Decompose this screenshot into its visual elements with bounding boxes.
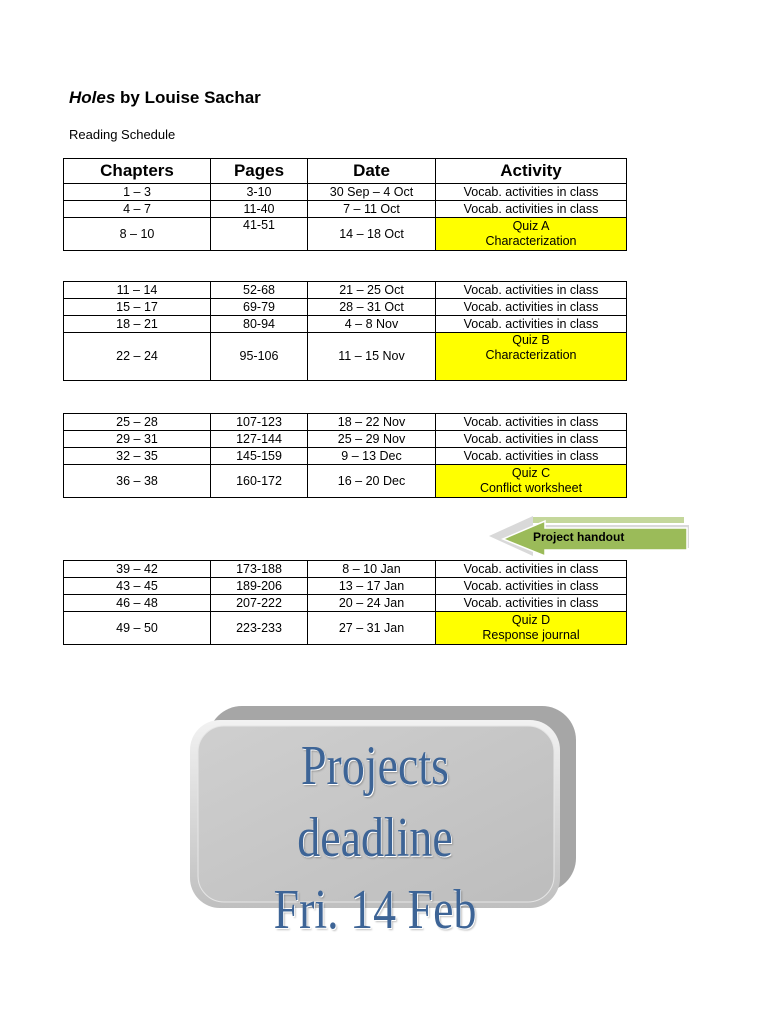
cell-chapters: 46 – 48: [64, 595, 211, 612]
cell-activity-quiz: [436, 465, 627, 498]
cell-activity-quiz: [436, 612, 627, 645]
cell-activity: Vocab. activities in class: [436, 431, 627, 448]
schedule-table-block-3: [63, 413, 627, 498]
quiz-label: Quiz C: [511, 466, 551, 480]
cell-pages: 95-106: [211, 333, 308, 381]
quiz-activity: Characterization: [485, 348, 577, 362]
cell-pages: 107-123: [211, 414, 308, 431]
cell-activity: Vocab. activities in class: [436, 595, 627, 612]
table-row: [64, 431, 627, 448]
cell-date: 21 – 25 Oct: [308, 282, 436, 299]
schedule-table-block-4: [63, 560, 627, 645]
cell-date: 8 – 10 Jan: [308, 561, 436, 578]
deadline-line-1: Projects deadline: [297, 735, 453, 869]
cell-pages: 11-40: [211, 201, 308, 218]
quiz-label: Quiz B: [512, 333, 550, 347]
table-row: [64, 578, 627, 595]
cell-activity: Vocab. activities in class: [436, 316, 627, 333]
cell-activity-quiz: [436, 333, 627, 381]
table-row: [64, 448, 627, 465]
cell-chapters: 8 – 10: [64, 218, 211, 251]
cell-date: 25 – 29 Nov: [308, 431, 436, 448]
cell-pages: 127-144: [211, 431, 308, 448]
quiz-activity: Conflict worksheet: [479, 481, 583, 495]
cell-activity: Vocab. activities in class: [436, 414, 627, 431]
cell-pages: 173-188: [211, 561, 308, 578]
cell-pages: 3-10: [211, 184, 308, 201]
cell-date: 27 – 31 Jan: [308, 612, 436, 645]
author-text: by Louise Sachar: [115, 88, 261, 107]
cell-date: 30 Sep – 4 Oct: [308, 184, 436, 201]
table-row: [64, 282, 627, 299]
cell-date: 4 – 8 Nov: [308, 316, 436, 333]
cell-activity: Vocab. activities in class: [436, 578, 627, 595]
cell-pages: 145-159: [211, 448, 308, 465]
table-row: [64, 316, 627, 333]
cell-pages: 223-233: [211, 612, 308, 645]
cell-chapters: 11 – 14: [64, 282, 211, 299]
schedule-table-block-1: [63, 158, 627, 251]
cell-chapters: 32 – 35: [64, 448, 211, 465]
column-header-pages: Pages: [211, 159, 308, 184]
quiz-label: Quiz D: [511, 613, 551, 627]
cell-date: 16 – 20 Dec: [308, 465, 436, 498]
cell-pages: 80-94: [211, 316, 308, 333]
cell-chapters: 25 – 28: [64, 414, 211, 431]
table-row: [64, 184, 627, 201]
cell-pages: 41-51: [211, 218, 308, 251]
schedule-table-block-2: [63, 281, 627, 381]
table-row: [64, 201, 627, 218]
column-header-date: Date: [308, 159, 436, 184]
table-row-quiz: [64, 218, 627, 251]
column-header-chapters: Chapters: [64, 159, 211, 184]
cell-chapters: 15 – 17: [64, 299, 211, 316]
cell-activity: Vocab. activities in class: [436, 184, 627, 201]
cell-chapters: 4 – 7: [64, 201, 211, 218]
cell-chapters: 29 – 31: [64, 431, 211, 448]
project-handout-label: Project handout: [533, 530, 625, 544]
table-row: [64, 561, 627, 578]
cell-chapters: 39 – 42: [64, 561, 211, 578]
cell-chapters: 18 – 21: [64, 316, 211, 333]
cell-activity: Vocab. activities in class: [436, 299, 627, 316]
column-header-activity: Activity: [436, 159, 627, 184]
table-header-row: [64, 159, 627, 184]
table-row-quiz: [64, 465, 627, 498]
cell-chapters: 22 – 24: [64, 333, 211, 381]
cell-pages: 69-79: [211, 299, 308, 316]
cell-date: 11 – 15 Nov: [308, 333, 436, 381]
cell-pages: 207-222: [211, 595, 308, 612]
quiz-label: Quiz A: [512, 219, 550, 233]
cell-chapters: 1 – 3: [64, 184, 211, 201]
table-row: [64, 299, 627, 316]
cell-chapters: 49 – 50: [64, 612, 211, 645]
table-row: [64, 414, 627, 431]
table-row: [64, 595, 627, 612]
cell-date: 20 – 24 Jan: [308, 595, 436, 612]
cell-pages: 189-206: [211, 578, 308, 595]
cell-activity: Vocab. activities in class: [436, 448, 627, 465]
subtitle: Reading Schedule: [69, 127, 176, 142]
book-title: Holes: [69, 88, 116, 107]
cell-chapters: 43 – 45: [64, 578, 211, 595]
cell-chapters: 36 – 38: [64, 465, 211, 498]
table-row-quiz: [64, 333, 627, 381]
cell-date: 7 – 11 Oct: [308, 201, 436, 218]
cell-date: 9 – 13 Dec: [308, 448, 436, 465]
quiz-activity: Characterization: [485, 234, 577, 248]
document-title: [69, 88, 261, 108]
cell-pages: 52-68: [211, 282, 308, 299]
cell-activity-quiz: [436, 218, 627, 251]
quiz-activity: Response journal: [482, 628, 580, 642]
cell-date: 14 – 18 Oct: [308, 218, 436, 251]
cell-date: 18 – 22 Nov: [308, 414, 436, 431]
deadline-line-2: Fri. 14 Feb: [273, 879, 477, 941]
cell-activity: Vocab. activities in class: [436, 561, 627, 578]
cell-activity: Vocab. activities in class: [436, 282, 627, 299]
cell-activity: Vocab. activities in class: [436, 201, 627, 218]
cell-pages: 160-172: [211, 465, 308, 498]
cell-date: 13 – 17 Jan: [308, 578, 436, 595]
deadline-text: [223, 730, 526, 946]
table-row-quiz: [64, 612, 627, 645]
arrow-shadow-bar: [532, 517, 684, 523]
cell-date: 28 – 31 Oct: [308, 299, 436, 316]
